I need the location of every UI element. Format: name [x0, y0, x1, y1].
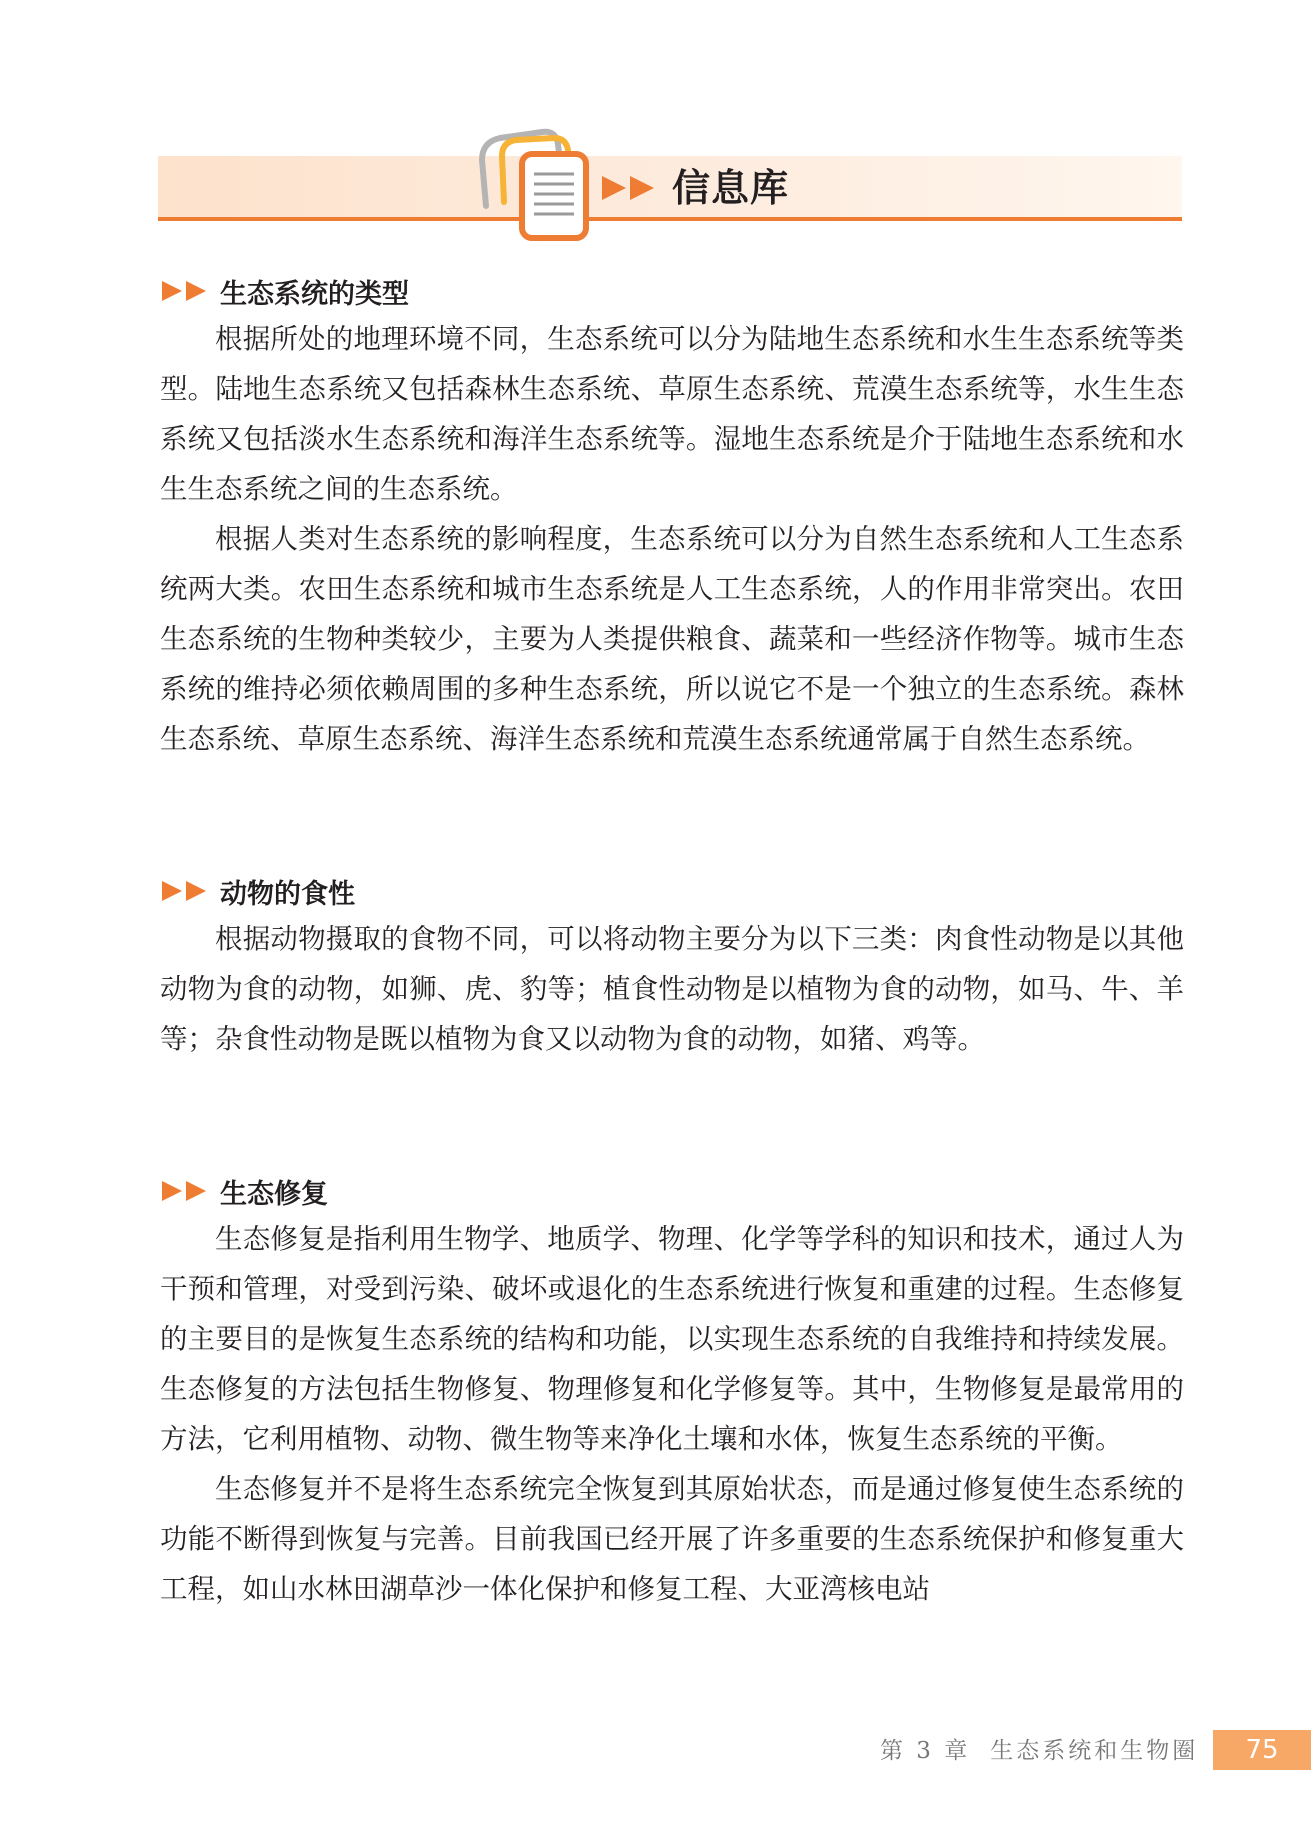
paragraph: 根据动物摄取的食物不同，可以将动物主要分为以下三类：肉食性动物是以其他动物为食的动物，如狮、虎、豹等；植食性动物是以植物为食的动物，如马、牛、羊等；杂食性动物是既以植物为食又以动物为食的动物，如猪、鸡等。 — [160, 923, 1184, 1055]
footer-chapter — [880, 1733, 1198, 1769]
header-banner — [158, 156, 1182, 220]
section-title: 生态修复 — [220, 1178, 328, 1210]
double-arrow-icon — [160, 1179, 214, 1203]
paragraph: 生态修复并不是将生态系统完全恢复到其原始状态，而是通过修复使生态系统的功能不断得到恢复与完善。目前我国已经开展了许多重要的生态系统保护和修复重大工程，如山水林田湖草沙一体化保护和修复工程、大亚湾核电站 — [160, 1473, 1184, 1605]
paragraph: 生态修复是指利用生物学、地质学、物理、化学等学科的知识和技术，通过人为干预和管理，对受到污染、破坏或退化的生态系统进行恢复和重建的过程。生态修复的主要目的是恢复生态系统的结构和功能，以实现生态系统的自我维持和持续发展。生态修复的方法包括生物修复、物理修复和化学修复等。其中，生物修复是最常用的方法，它利用植物、动物、微生物等来净化土壤和水体，恢复生态系统的平衡。 — [160, 1223, 1184, 1455]
paragraph: 根据所处的地理环境不同，生态系统可以分为陆地生态系统和水生生态系统等类型。陆地生态系统又包括森林生态系统、草原生态系统、荒漠生态系统等，水生生态系统又包括淡水生态系统和海洋生态系统等。湿地生态系统是介于陆地生态系统和水生生态系统之间的生态系统。 — [160, 323, 1184, 505]
section-animal-diet — [160, 868, 1184, 1064]
document-stack-icon — [470, 122, 600, 244]
page-number: 75 — [1213, 1730, 1311, 1770]
paragraph: 根据人类对生态系统的影响程度，生态系统可以分为自然生态系统和人工生态系统两大类。农田生态系统和城市生态系统是人工生态系统，人的作用非常突出。农田生态系统的生物种类较少，主要为人类提供粮食、蔬菜和一些经济作物等。城市生态系统的维持必须依赖周围的多种生态系统，所以说它不是一个独立的生态系统。森林生态系统、草原生态系统、海洋生态系统和荒漠生态系统通常属于自然生态系统。 — [160, 523, 1184, 755]
double-arrow-icon — [160, 879, 214, 903]
section-ecosystem-types — [160, 268, 1184, 764]
page-title: 信息库 — [672, 166, 790, 210]
double-arrow-icon — [160, 279, 214, 303]
section-title: 动物的食性 — [220, 878, 355, 910]
chapter-title: 生态系统和生物圈 — [990, 1738, 1199, 1764]
header-underline — [158, 217, 1182, 221]
section-ecological-restoration — [160, 1168, 1184, 1614]
double-arrow-icon — [600, 172, 660, 204]
section-heading — [160, 868, 1184, 914]
section-heading — [160, 1168, 1184, 1214]
chapter-number: 第 3 章 — [880, 1738, 971, 1764]
section-title: 生态系统的类型 — [220, 278, 409, 310]
section-heading — [160, 268, 1184, 314]
